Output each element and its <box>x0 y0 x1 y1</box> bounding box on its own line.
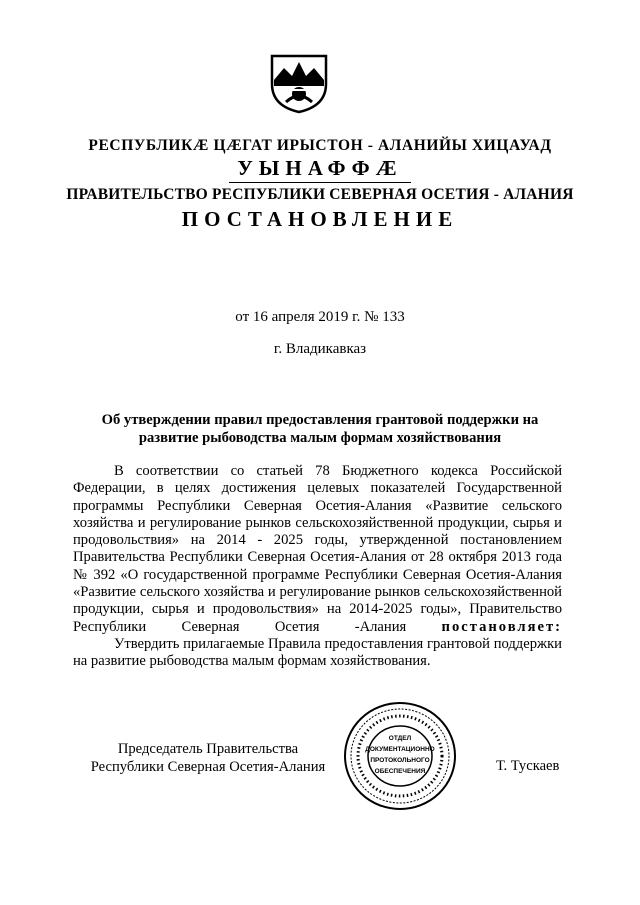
document-title-line2: развитие рыбоводства малым формам хозяйствования <box>138 430 502 446</box>
official-stamp-icon <box>342 700 458 812</box>
header-ossetian-line: РЕСПУБЛИКӔ ЦӔГАТ ИРЫСТОН - АЛАНИЙЫ ХИЦАУАД <box>88 137 552 154</box>
body-paragraph-1-text: В соответствии со статьей 78 Бюджетного кодекса Российской Федерации, в целях достижения целевых показателей Государственной программы Республики Северная Осетия-Алания «Развитие сельского хозяйства и регулирование рынков сельскохозяйственной продукции, сырья и продовольствия» на 2014 - 2025 годы, утвержденной постановлением Правительства Республики Северная Осетия-Алания от 28 октября 2013 года № 392 «О государственной программе Республики Северная Осетия-Алания «Развитие сельского хозяйства и регулирование рынков сельскохозяйственной продукции, сырья и продовольствия» на 2014-2025 годы», Правительство Республики Северная Осетия -Алания <box>73 463 562 635</box>
svg-text:ПРОТОКОЛЬНОГО: ПРОТОКОЛЬНОГО <box>370 757 430 764</box>
svg-text:ДОКУМЕНТАЦИОННО: ДОКУМЕНТАЦИОННО <box>365 746 435 753</box>
header-russian-line: ПРАВИТЕЛЬСТВО РЕСПУБЛИКИ СЕВЕРНАЯ ОСЕТИЯ - АЛАНИЯ <box>66 186 574 203</box>
document-city: г. Владикавказ <box>273 341 367 357</box>
header-divider <box>229 182 411 183</box>
coat-of-arms-emblem-icon <box>268 50 330 114</box>
signatory-title <box>78 740 338 776</box>
svg-text:ОТДЕЛ: ОТДЕЛ <box>388 735 412 742</box>
resolves-word: постановляет: <box>441 618 562 635</box>
signatory-title-line2: Республики Северная Осетия-Алания <box>90 759 326 775</box>
header-ossetian-word: УЫНАФФӔ <box>237 156 403 180</box>
body-paragraph-2: Утвердить прилагаемые Правила предоставления грантовой поддержки на развитие рыбоводства малым формам хозяйствования. <box>73 635 562 670</box>
body-paragraph-1 <box>73 463 562 636</box>
signatory-title-line1: Председатель Правительства <box>117 741 299 757</box>
document-title <box>70 411 570 447</box>
signatory-name: Т. Тускаев <box>496 758 560 774</box>
document-date-number: от 16 апреля 2019 г. № 133 <box>235 309 405 325</box>
document-title-line1: Об утверждении правил предоставления грантовой поддержки на <box>101 412 539 428</box>
document-body <box>73 463 562 671</box>
svg-text:ОБЕСПЕЧЕНИЯ: ОБЕСПЕЧЕНИЯ <box>374 768 426 775</box>
header-russian-word: ПОСТАНОВЛЕНИЕ <box>181 207 459 231</box>
